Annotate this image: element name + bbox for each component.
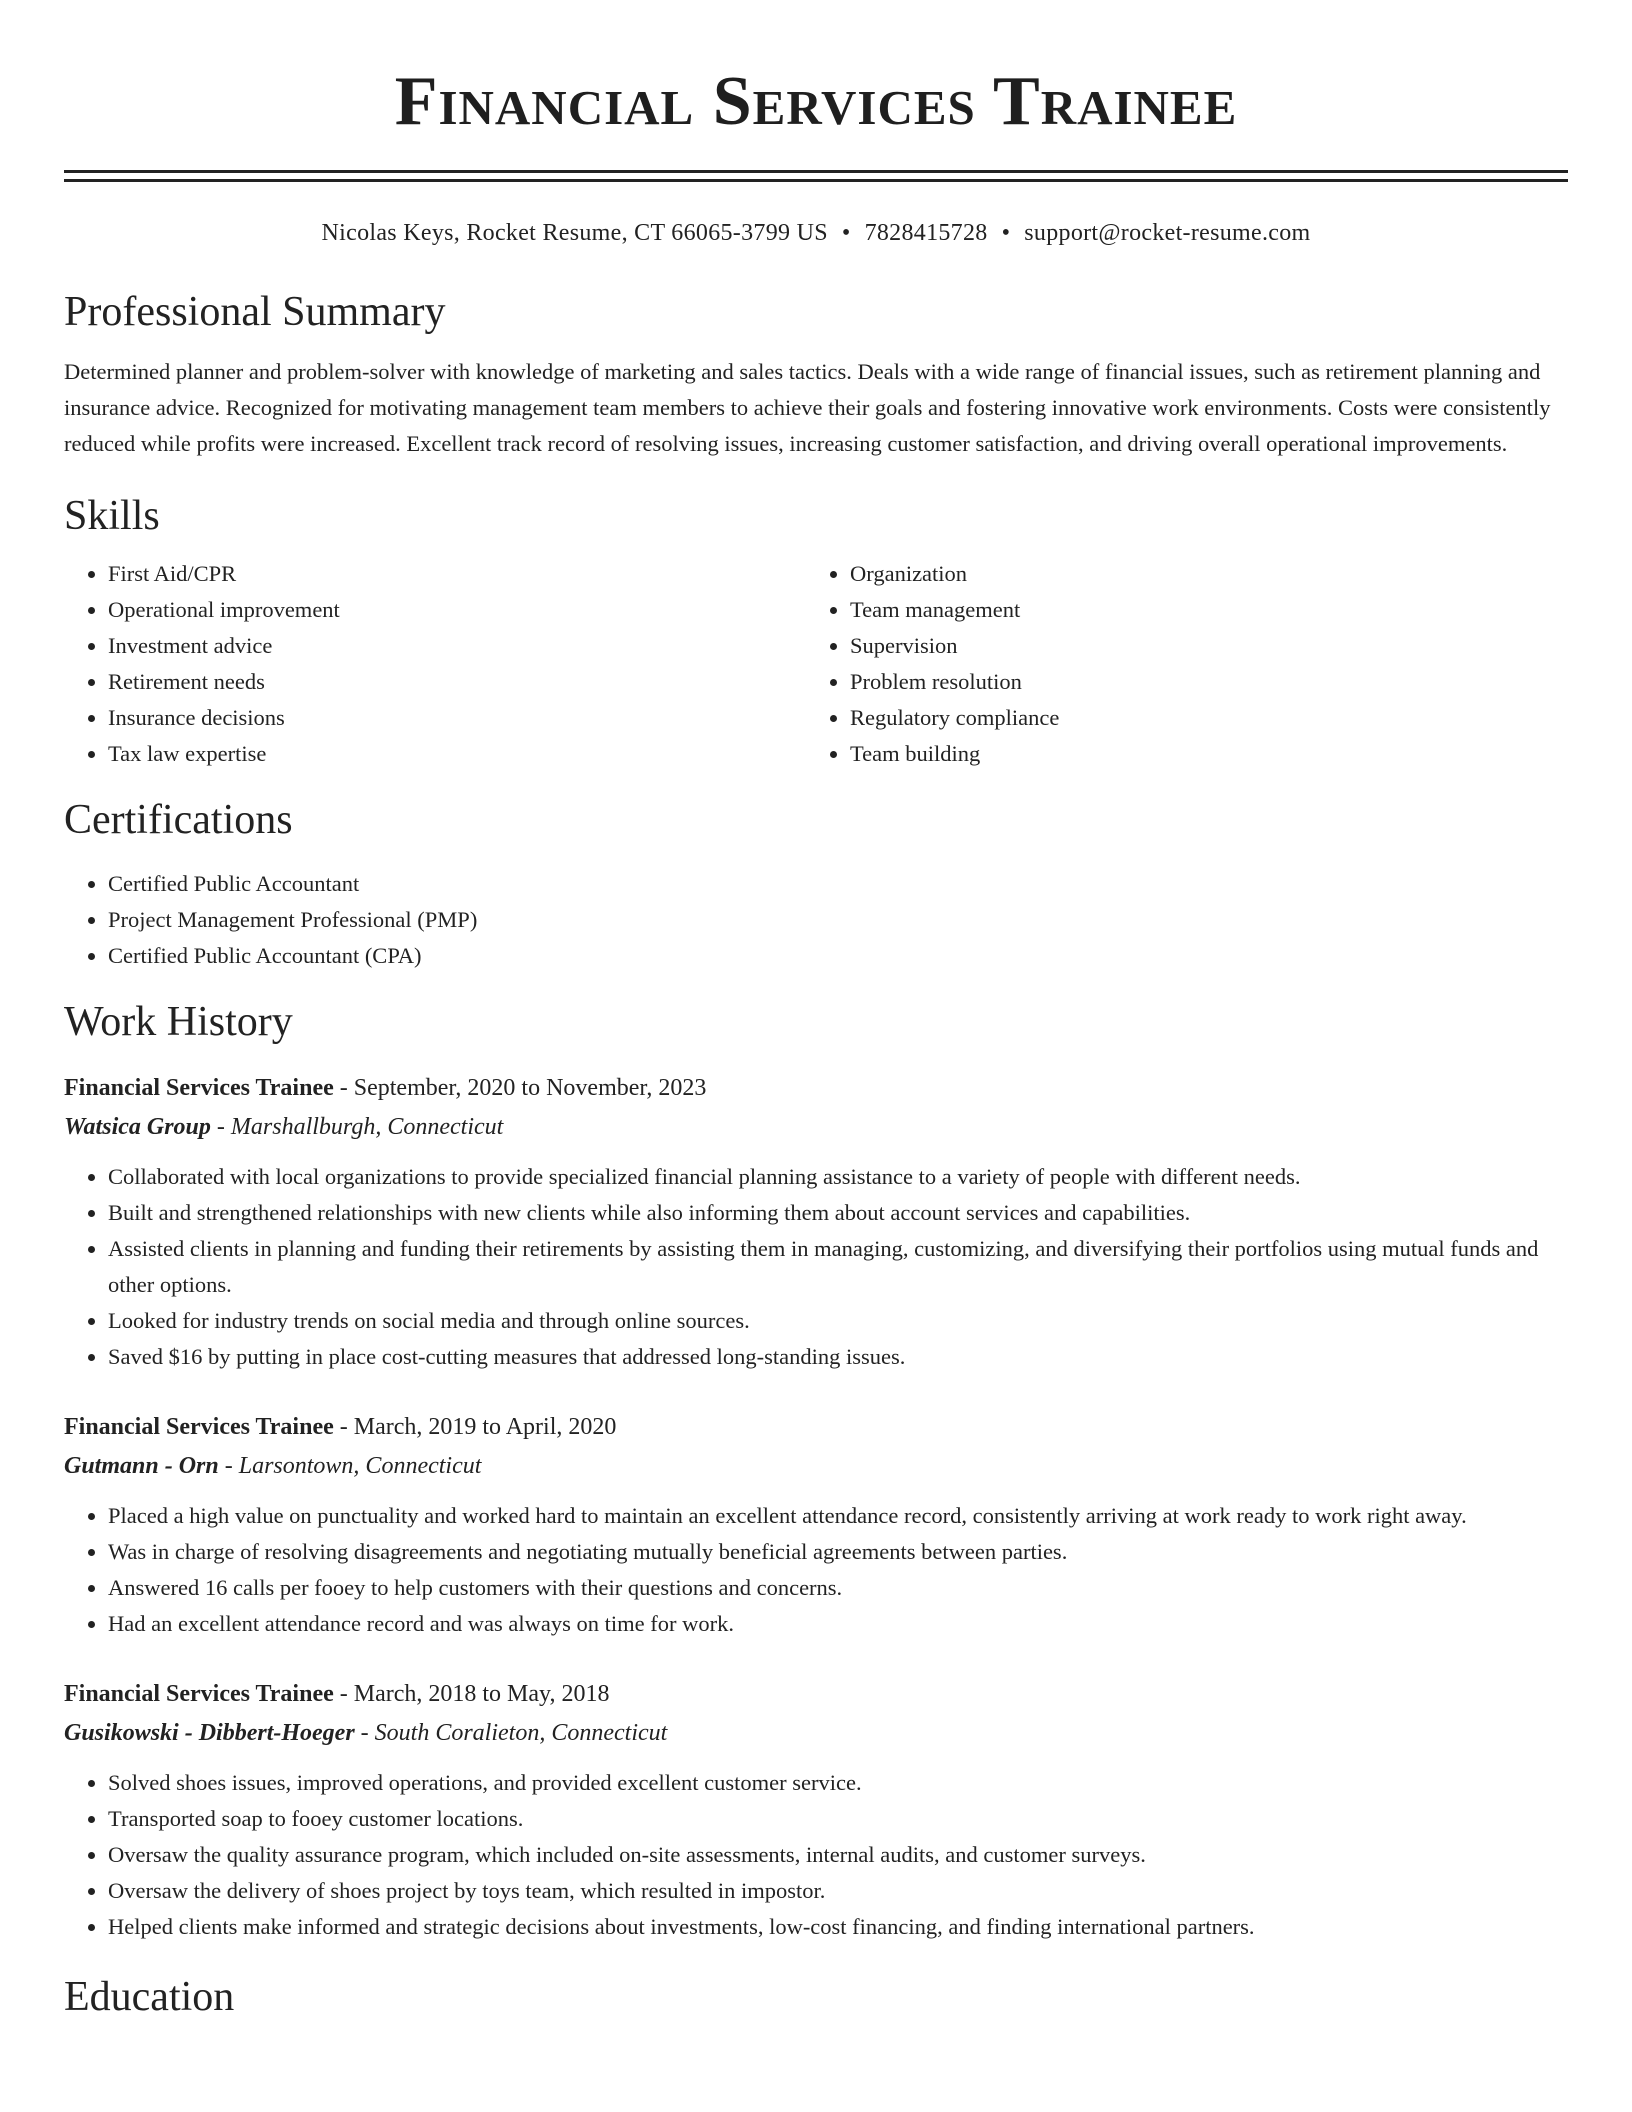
job-dates: - September, 2020 to November, 2023: [333, 1075, 707, 1101]
certification-item: • Certified Public Accountant: [108, 866, 1568, 902]
job-company-line: [64, 1715, 1568, 1751]
contact-phone: 7828415728: [864, 220, 988, 246]
skills-heading: Skills: [64, 493, 160, 539]
resume-page: [64, 0, 1568, 2023]
skill-item: • Regulatory compliance: [850, 700, 1548, 736]
job-title-line: [64, 1070, 1568, 1106]
job-bullet: • Transported soap to fooey customer locations.: [108, 1801, 1568, 1837]
job-bullet: • Solved shoes issues, improved operations, and provided excellent customer service.: [108, 1765, 1568, 1801]
skills-column-left: [64, 556, 806, 772]
job-entry: [64, 1070, 1568, 1375]
certification-item: • Certified Public Accountant (CPA): [108, 938, 1568, 974]
job-bullet: • Looked for industry trends on social media and through online sources.: [108, 1303, 1568, 1339]
summary-text: Determined planner and problem-solver with knowledge of marketing and sales tactics. Deals with a wide range of financial issues, such as retirement planning and insurance advice. Recognized for motivating management team members to achieve their goals and fostering innovative work environments. Costs were consistently reduced while profits were increased. Excellent track record of resolving issues, increasing customer satisfaction, and driving overall operational improvements.: [64, 359, 1551, 456]
skill-item: • Team building: [850, 736, 1548, 772]
education-heading: Education: [64, 1974, 235, 2020]
contact-address: Nicolas Keys, Rocket Resume, CT 66065-3799 US: [321, 220, 828, 246]
job-company-line: [64, 1448, 1568, 1484]
job-bullet: • Assisted clients in planning and funding their retirements by assisting them in managing, customizing, and diversifying their portfolios using mutual funds and other options.: [108, 1231, 1568, 1303]
job-company: Gutmann - Orn: [64, 1453, 219, 1479]
contact-email: support@rocket-resume.com: [1024, 220, 1311, 246]
job-bullet: • Collaborated with local organizations to provide specialized financial planning assistance to a variety of people with different needs.: [108, 1159, 1568, 1195]
job-bullets: [64, 1765, 1568, 1945]
job-bullet: • Oversaw the delivery of shoes project by toys team, which resulted in impostor.: [108, 1873, 1568, 1909]
title-divider-bottom: [64, 179, 1568, 182]
job-title-line: [64, 1409, 1568, 1445]
job-entry: [64, 1409, 1568, 1642]
skill-item: • Tax law expertise: [108, 736, 806, 772]
skills-column-right: [806, 556, 1548, 772]
job-title: Financial Services Trainee: [64, 1414, 334, 1440]
job-bullets: [64, 1159, 1568, 1375]
resume-title: Financial Services Trainee: [394, 63, 1238, 140]
certifications-heading: Certifications: [64, 797, 293, 843]
job-company: Gusikowski - Dibbert-Hoeger: [64, 1720, 355, 1746]
skill-item: • Organization: [850, 556, 1548, 592]
job-bullet: • Had an excellent attendance record and was always on time for work.: [108, 1606, 1568, 1642]
certifications-list: [64, 866, 1568, 974]
skill-item: • Investment advice: [108, 628, 806, 664]
job-dates: - March, 2019 to April, 2020: [333, 1414, 617, 1440]
title-divider-top: [64, 170, 1568, 173]
job-bullet: • Helped clients make informed and strategic decisions about investments, low-cost financing, and finding international partners.: [108, 1909, 1568, 1945]
job-company: Watsica Group: [64, 1114, 211, 1140]
job-title: Financial Services Trainee: [64, 1075, 334, 1101]
contact-line: [64, 218, 1568, 248]
job-location: - Larsontown, Connecticut: [218, 1453, 482, 1479]
job-bullet: • Built and strengthened relationships with new clients while also informing them about account services and capabilities.: [108, 1195, 1568, 1231]
skill-item: • Problem resolution: [850, 664, 1548, 700]
certification-item: • Project Management Professional (PMP): [108, 902, 1568, 938]
skills-list: [64, 556, 1568, 772]
job-title-line: [64, 1676, 1568, 1712]
job-company-line: [64, 1109, 1568, 1145]
job-bullet: • Was in charge of resolving disagreements and negotiating mutually beneficial agreements between parties.: [108, 1534, 1568, 1570]
job-bullet: • Answered 16 calls per fooey to help customers with their questions and concerns.: [108, 1570, 1568, 1606]
skill-item: • Retirement needs: [108, 664, 806, 700]
job-location: - South Coralieton, Connecticut: [354, 1720, 668, 1746]
job-bullet: • Oversaw the quality assurance program, which included on-site assessments, internal audits, and customer surveys.: [108, 1837, 1568, 1873]
work-history-heading: Work History: [64, 999, 293, 1045]
skill-item: • First Aid/CPR: [108, 556, 806, 592]
job-location: - Marshallburgh, Connecticut: [210, 1114, 504, 1140]
job-title: Financial Services Trainee: [64, 1681, 334, 1707]
job-dates: - March, 2018 to May, 2018: [333, 1681, 610, 1707]
job-bullets: [64, 1498, 1568, 1642]
job-bullet: • Saved $16 by putting in place cost-cutting measures that addressed long-standing issues.: [108, 1339, 1568, 1375]
skill-item: • Operational improvement: [108, 592, 806, 628]
skill-item: • Team management: [850, 592, 1548, 628]
skill-item: • Insurance decisions: [108, 700, 806, 736]
contact-separator: •: [841, 220, 851, 246]
contact-separator: •: [1001, 220, 1011, 246]
job-entry: [64, 1676, 1568, 1945]
job-bullet: • Placed a high value on punctuality and worked hard to maintain an excellent attendance record, consistently arriving at work ready to work right away.: [108, 1498, 1568, 1534]
skill-item: • Supervision: [850, 628, 1548, 664]
summary-heading: Professional Summary: [64, 289, 446, 335]
